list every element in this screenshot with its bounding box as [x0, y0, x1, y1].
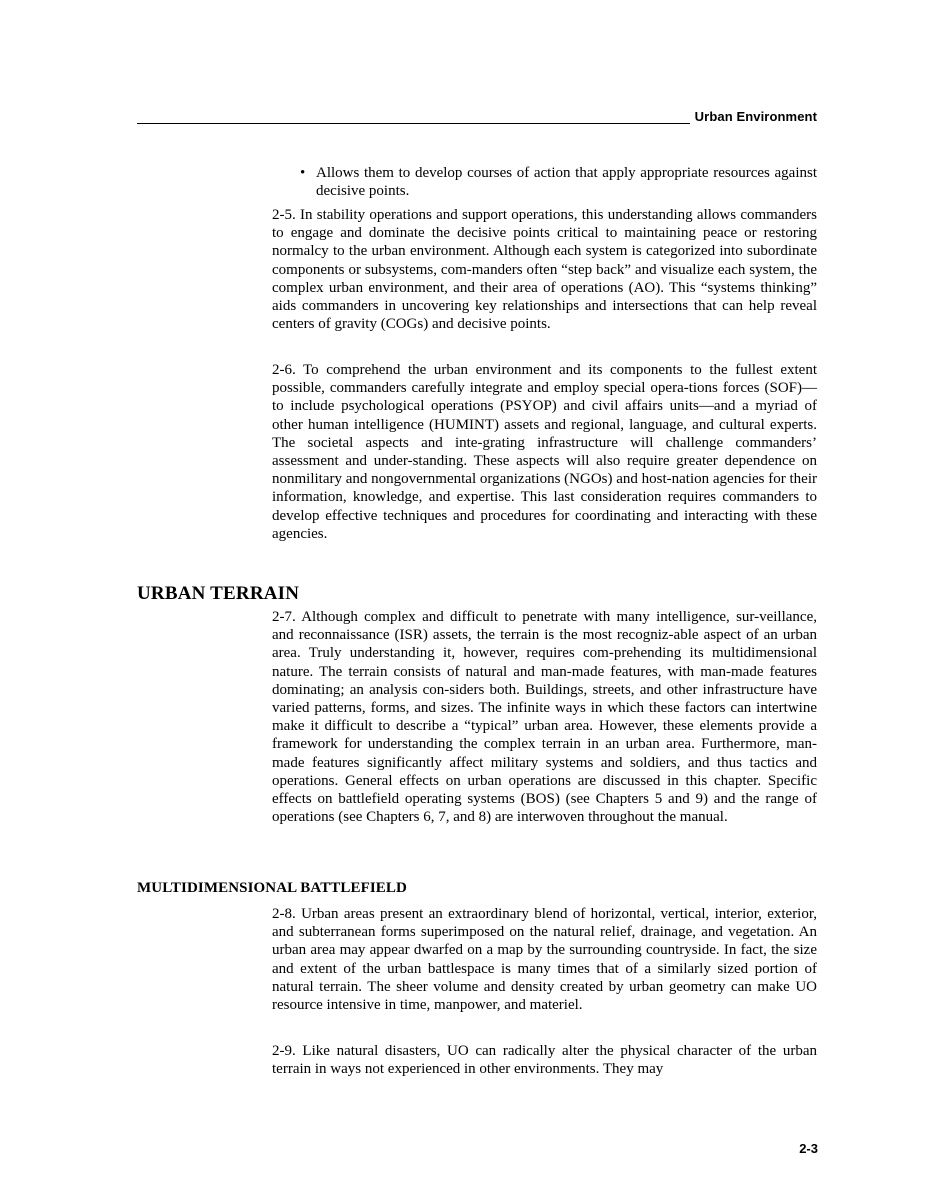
paragraph-2-5-text: 2-5. In stability operations and support operations, this understanding allows commanders to engage and dominate the decisive points critical to maintaining peace or restoring normalcy to the urban environment. Although each system is categorized into subordinate components or subsystems, com-manders often “step back” and visualize each system, the complex urban environment, and their area of operations (AO). This “systems thinking” aids commanders in uncovering key relationships and intersections that can help reveal centers of gravity (COGs) and decisive points.	[272, 207, 817, 333]
paragraph-2-8	[272, 905, 817, 1014]
paragraph-2-7-text: 2-7. Although complex and difficult to penetrate with many intelligence, sur-veillance, and reconnaissance (ISR) assets, the terrain is the most recogniz-able aspect of an urban area. Truly understanding it, however, requires com-prehending its multidimensional nature. The terrain consists of natural and man-made features, with man-made features dominating; an analysis con-siders both. Buildings, streets, and other infrastructure have varied patterns, forms, and sizes. The infinite ways in which these factors can intertwine make it difficult to describe a “typical” urban area. However, these elements provide a framework for understanding the complex terrain in an urban area. Furthermore, man-made features significantly affect military systems and soldiers, and thus tactics and operations. General effects on urban operations are discussed in this chapter. Specific effects on battlefield operating systems (BOS) (see Chapters 5 and 9) and the range of operations (see Chapters 6, 7, and 8) are interwoven throughout the manual.	[272, 609, 817, 826]
paragraph-2-7	[272, 608, 817, 826]
paragraph-2-9-text: 2-9. Like natural disasters, UO can radically alter the physical character of the urban terrain in ways not experienced in other environments. They may	[272, 1043, 817, 1078]
paragraph-2-6	[272, 361, 817, 543]
section-heading-urban-terrain: URBAN TERRAIN	[137, 583, 300, 604]
bullet-item	[300, 164, 817, 200]
paragraph-2-5	[272, 206, 817, 333]
subsection-heading-multidimensional-battlefield: MULTIDIMENSIONAL BATTLEFIELD	[137, 880, 407, 896]
bullet-marker: •	[300, 165, 306, 181]
bullet-text: Allows them to develop courses of action that apply appropriate resources against decisive points.	[316, 165, 817, 200]
page-number: 2-3	[799, 1141, 818, 1156]
paragraph-2-8-text: 2-8. Urban areas present an extraordinary blend of horizontal, vertical, interior, exterior, and subterranean forms superimposed on the natural relief, drainage, and vegetation. An urban area may appear dwarfed on a map by the surrounding countryside. In fact, the size and extent of the urban battlespace is many times that of a similarly sized portion of natural terrain. The sheer volume and density created by urban geometry can make UO resource intensive in time, manpower, and materiel.	[272, 906, 817, 1014]
header-rule	[137, 123, 690, 124]
paragraph-2-6-text: 2-6. To comprehend the urban environment and its components to the fullest extent possible, commanders carefully integrate and employ special opera-tions forces (SOF)—to include psychological operations (PSYOP) and civil affairs units—and a myriad of other human intelligence (HUMINT) assets and regional, language, and cultural experts. The societal aspects and inte-grating infrastructure will challenge commanders’ assessment and under-standing. These aspects will also require greater dependence on nonmilitary and nongovernmental organizations (NGOs) and host-nation agencies for their information, knowledge, and expertise. This last consideration requires commanders to develop effective techniques and procedures for coordinating and interacting with these agencies.	[272, 362, 817, 542]
running-head: Urban Environment	[694, 109, 817, 124]
paragraph-2-9	[272, 1042, 817, 1078]
